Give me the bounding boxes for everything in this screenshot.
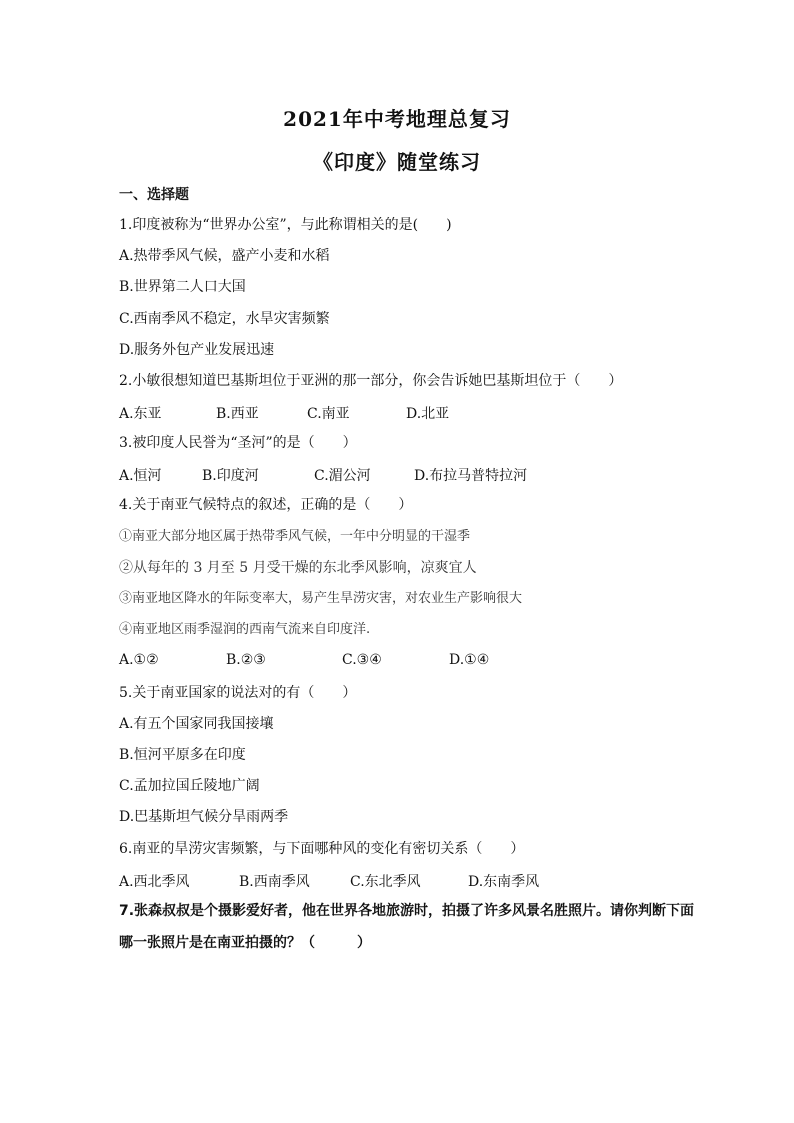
question-5-stem: 5.关于南亚国家的说法对的有（ ）: [119, 685, 357, 701]
question-6-option-a: A.西北季风: [119, 874, 190, 890]
question-6-option-b: B.西南季风: [239, 874, 310, 890]
question-4-statement-2: ②从每年的 3 月至 5 月受干燥的东北季风影响，凉爽宜人: [119, 560, 477, 576]
question-4-options: [119, 652, 699, 670]
question-2-option-d: D.北亚: [406, 406, 450, 422]
question-3-option-b: B.印度河: [202, 468, 259, 484]
question-2-option-c: C.南亚: [307, 406, 350, 422]
question-5-option-c: C.孟加拉国丘陵地广阔: [119, 778, 260, 794]
question-3-options: [119, 465, 699, 483]
question-1-stem: 1.印度被称为“世界办公室”，与此称谓相关的是( ): [119, 217, 452, 233]
question-2-stem: 2.小敏很想知道巴基斯坦位于亚洲的那一部分，你会告诉她巴基斯坦位于（ ）: [119, 373, 623, 389]
question-6-options: [119, 871, 699, 889]
question-5-option-a: A.有五个国家同我国接壤: [119, 716, 274, 732]
question-4-option-c: C.③④: [342, 652, 382, 668]
question-2-options: [119, 403, 699, 421]
question-4-option-b: B.②③: [226, 652, 266, 668]
question-3-stem: 3.被印度人民誉为“圣河”的是（ ）: [119, 435, 357, 451]
document-title: 2021年中考地理总复习: [283, 107, 511, 131]
question-2-option-a: A.东亚: [119, 406, 162, 422]
question-3-option-c: C.湄公河: [314, 468, 371, 484]
question-5-option-b: B.恒河平原多在印度: [119, 747, 246, 763]
question-4-stem: 4.关于南亚气候特点的叙述，正确的是（ ）: [119, 497, 413, 513]
question-3-option-d: D.布拉马普特拉河: [414, 468, 528, 484]
question-3-option-a: A.恒河: [119, 468, 162, 484]
question-4-option-a: A.①②: [119, 652, 159, 668]
document-subtitle: 《印度》随堂练习: [313, 150, 481, 174]
question-6-stem: 6.南亚的旱涝灾害频繁，与下面哪种风的变化有密切关系（ ）: [119, 841, 525, 857]
question-7-stem-line-1: 7.张森叔叔是个摄影爱好者，他在世界各地旅游时，拍摄了许多风景名胜照片。请你判断下面: [119, 903, 695, 919]
question-4-statement-4: ④南亚地区雨季湿润的西南气流来自印度洋.: [119, 622, 371, 637]
question-7-stem-line-2: 哪一张照片是在南亚拍摄的？（ ）: [119, 935, 371, 951]
question-4-option-d: D.①④: [449, 652, 490, 668]
question-1-option-a: A.热带季风气候，盛产小麦和水稻: [119, 248, 330, 264]
question-5-option-d: D.巴基斯坦气候分旱雨两季: [119, 809, 289, 825]
question-1-option-b: B.世界第二人口大国: [119, 279, 246, 295]
question-1-option-d: D.服务外包产业发展迅速: [119, 342, 275, 358]
question-6-option-d: D.东南季风: [468, 874, 540, 890]
question-2-option-b: B.西亚: [216, 406, 259, 422]
question-4-statement-3: ③南亚地区降水的年际变率大，易产生旱涝灾害，对农业生产影响很大: [119, 591, 523, 606]
section-heading: 一、选择题: [119, 187, 189, 203]
question-4-statement-1: ①南亚大部分地区属于热带季风气候，一年中分明显的干湿季: [119, 529, 471, 544]
question-1-option-c: C.西南季风不稳定，水旱灾害频繁: [119, 311, 330, 327]
question-6-option-c: C.东北季风: [350, 874, 421, 890]
